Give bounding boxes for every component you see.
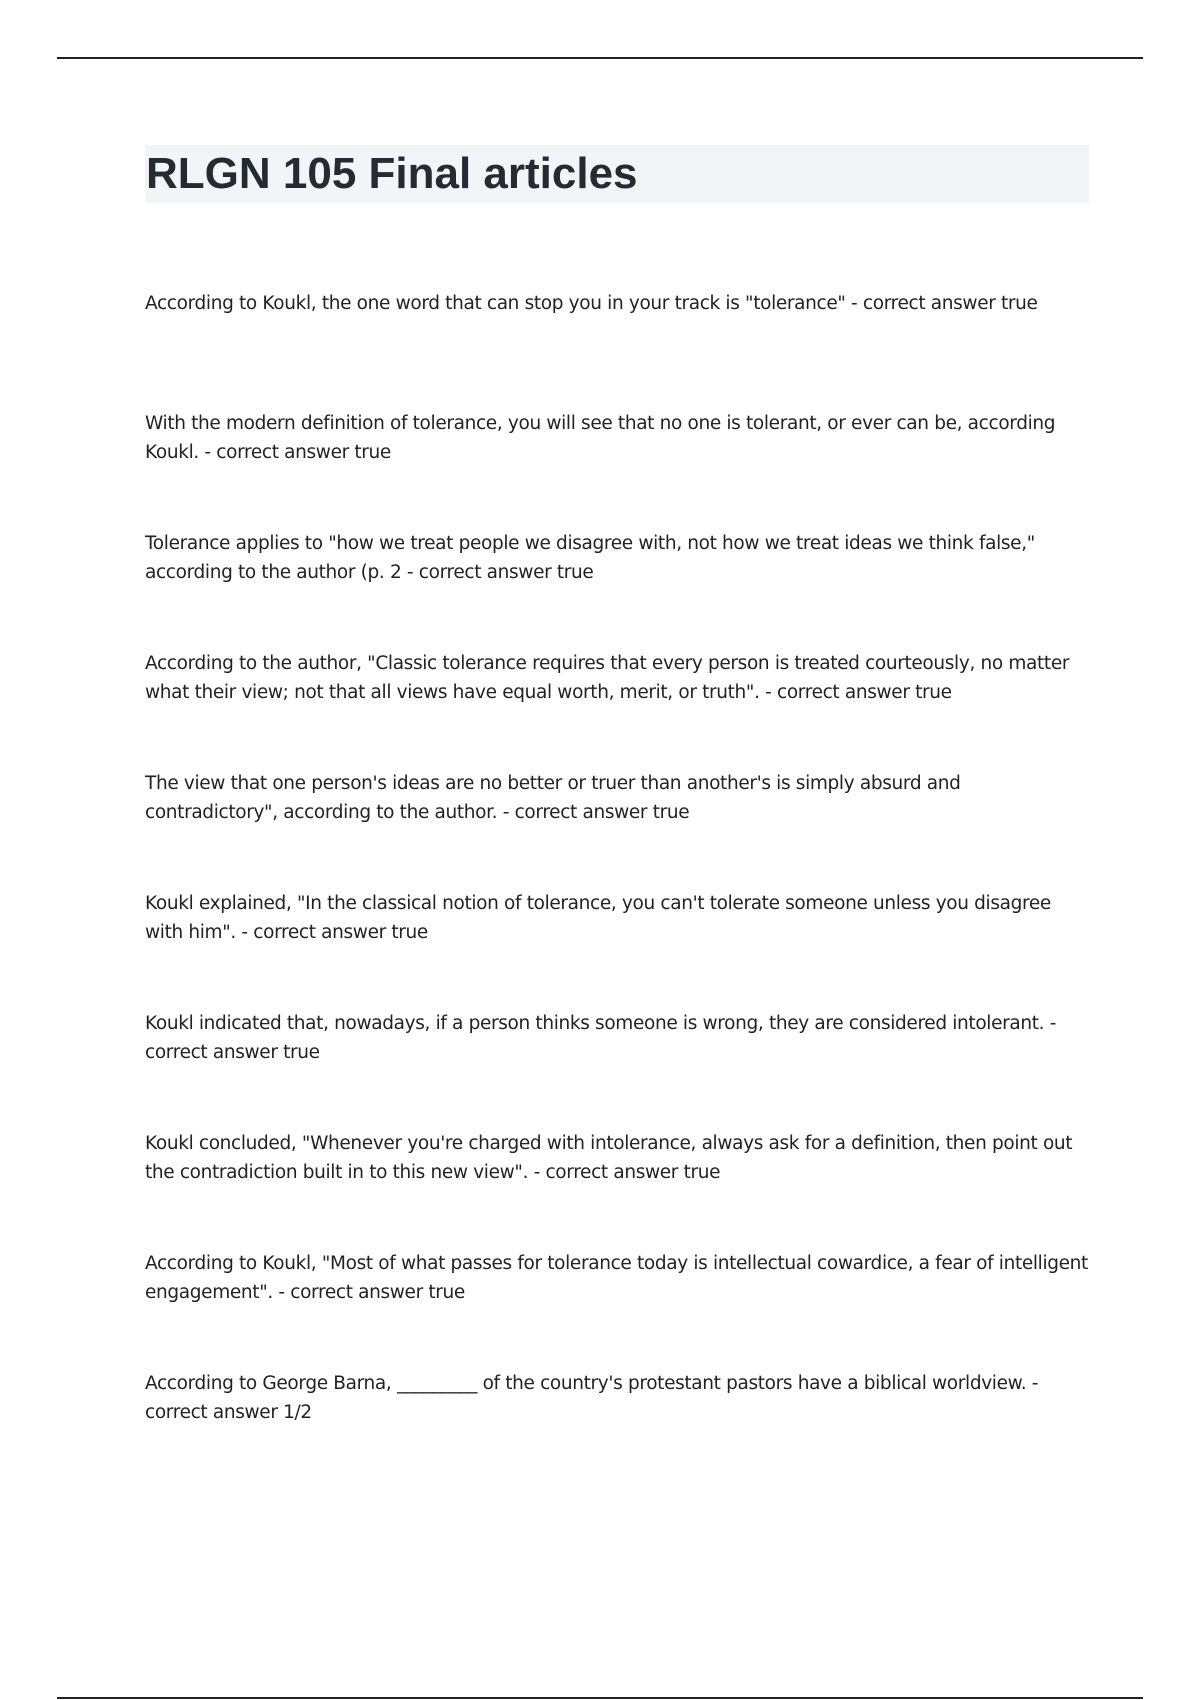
question-item: According to George Barna, _________ of the country's protestant pastors have a biblical worldview. - correct answer 1/2 xyxy=(145,1373,1039,1423)
question-item: With the modern definition of tolerance, you will see that no one is tolerant, or ever can be, according Koukl. - correct answer true xyxy=(145,413,1056,463)
question-item: Koukl indicated that, nowadays, if a person thinks someone is wrong, they are considered intolerant. - correct answer true xyxy=(145,1013,1057,1063)
header-rule xyxy=(57,57,1143,59)
question-item: Tolerance applies to "how we treat people we disagree with, not how we treat ideas we think false," according to the author (p. 2 - correct answer true xyxy=(145,533,1035,583)
question-list xyxy=(145,290,1090,1490)
question-item: According to the author, "Classic tolerance requires that every person is treated courteously, no matter what their view; not that all views have equal worth, merit, or truth". - correct answer true xyxy=(145,653,1070,703)
question-item: The view that one person's ideas are no better or truer than another's is simply absurd and contradictory", according to the author. - correct answer true xyxy=(145,773,961,823)
footer-rule xyxy=(57,1697,1143,1699)
document-title: RLGN 105 Final articles xyxy=(146,149,638,198)
question-item: According to Koukl, the one word that can stop you in your track is "tolerance" - correct answer true xyxy=(145,293,1038,314)
question-item: Koukl explained, "In the classical notion of tolerance, you can't tolerate someone unless you disagree with him". - correct answer true xyxy=(145,893,1051,943)
question-item: Koukl concluded, "Whenever you're charged with intolerance, always ask for a definition, then point out the contradiction built in to this new view". - correct answer true xyxy=(145,1133,1073,1183)
question-item: According to Koukl, "Most of what passes for tolerance today is intellectual cowardice, a fear of intelligent engagement". - correct answer true xyxy=(145,1253,1088,1303)
